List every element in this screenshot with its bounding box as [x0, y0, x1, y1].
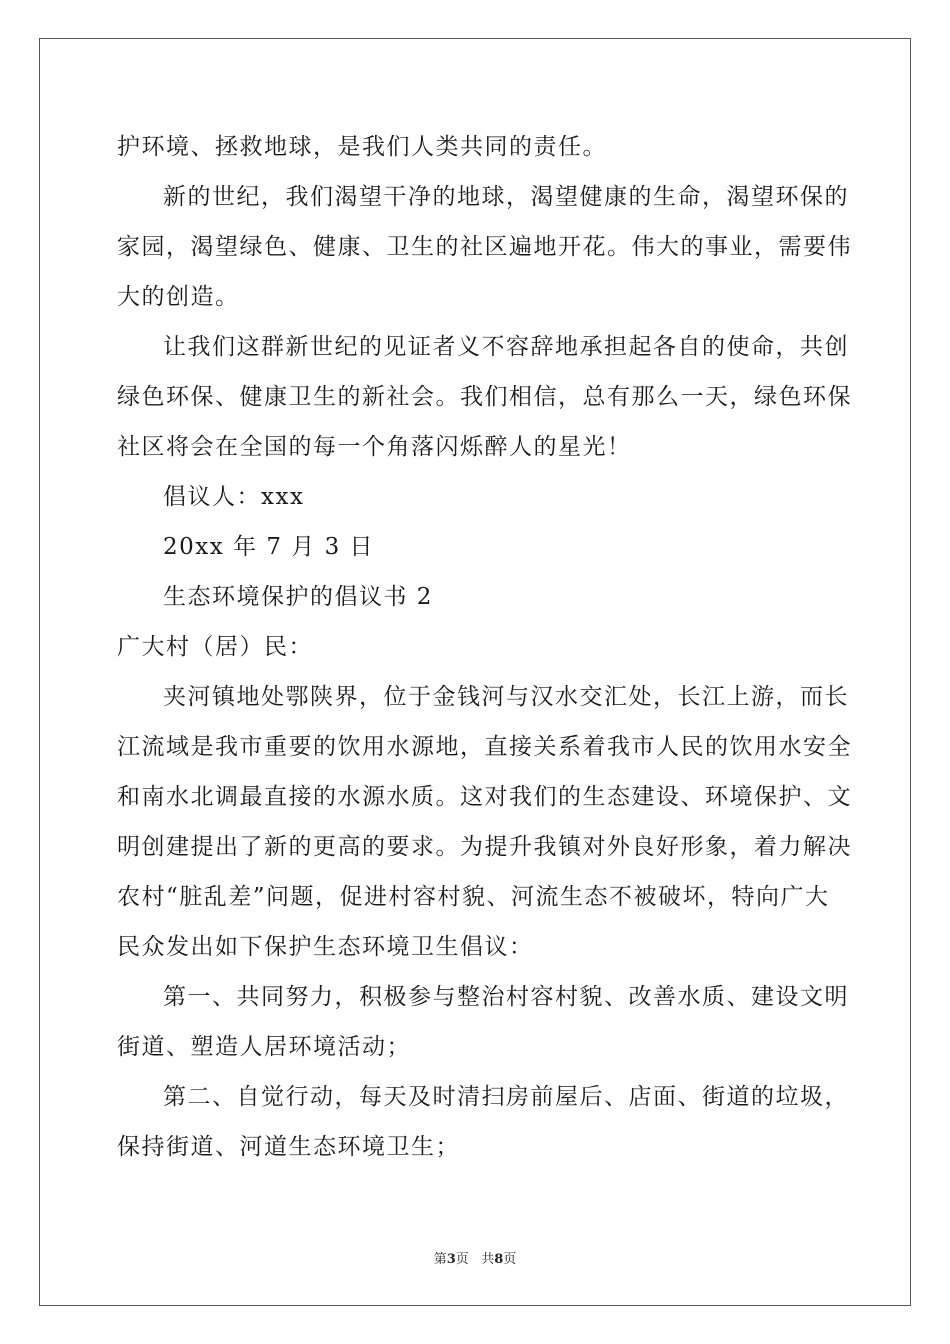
- text-line: 家园，渴望绿色、健康、卫生的社区遍地开花。伟大的事业，需要伟: [117, 234, 852, 260]
- text-line: 夹河镇地处鄂陕界，位于金钱河与汉水交汇处，长江上游，而长: [163, 684, 849, 710]
- date-line: 20xx 年 7 月 3 日: [163, 534, 375, 560]
- text-line: 街道、塑造人居环境活动；: [117, 1034, 411, 1060]
- text-line: 让我们这群新世纪的见证者义不容辞地承担起各自的使命，共创: [163, 334, 849, 360]
- text-line: 绿色环保、健康卫生的新社会。我们相信，总有那么一天，绿色环保: [117, 384, 852, 410]
- salutation: 广大村（居）民：: [117, 634, 313, 660]
- text-line: 社区将会在全国的每一个角落闪烁醉人的星光！: [117, 434, 632, 460]
- page-footer: [0, 1248, 950, 1267]
- text-line: 第一、共同努力，积极参与整治村容村貌、改善水质、建设文明: [163, 984, 849, 1010]
- text-line: 明创建提出了新的更高的要求。为提升我镇对外良好形象，着力解决: [117, 834, 852, 860]
- text-line: 和南水北调最直接的水源水质。这对我们的生态建设、环境保护、文: [117, 784, 852, 810]
- text-line: 农村“脏乱差”问题，促进村容村貌、河流生态不被破坏，特向广大: [117, 884, 830, 910]
- text-line: 民众发出如下保护生态环境卫生倡议：: [117, 934, 534, 960]
- text-line: 护环境、拯救地球，是我们人类共同的责任。: [117, 134, 607, 160]
- text-line: 第二、自觉行动，每天及时清扫房前屋后、店面、街道的垃圾，: [163, 1084, 849, 1110]
- total-page-number: 8: [494, 1252, 504, 1267]
- footer-page-suffix: 页: [455, 1252, 469, 1267]
- text-line: 保持街道、河道生态环境卫生；: [117, 1134, 460, 1160]
- footer-prefix: 第: [433, 1252, 447, 1267]
- document-body: [117, 122, 852, 1172]
- footer-total-prefix: 共: [481, 1252, 495, 1267]
- current-page-number: 3: [446, 1252, 456, 1267]
- proposer-line: 倡议人：xxx: [163, 484, 305, 510]
- text-line: 大的创造。: [117, 284, 240, 310]
- text-line: 江流域是我市重要的饮用水源地，直接关系着我市人民的饮用水安全: [117, 734, 852, 760]
- section-title: 生态环境保护的倡议书 2: [163, 584, 433, 610]
- footer-total-suffix: 页: [503, 1252, 517, 1267]
- text-line: 新的世纪，我们渴望干净的地球，渴望健康的生命，渴望环保的: [163, 184, 849, 210]
